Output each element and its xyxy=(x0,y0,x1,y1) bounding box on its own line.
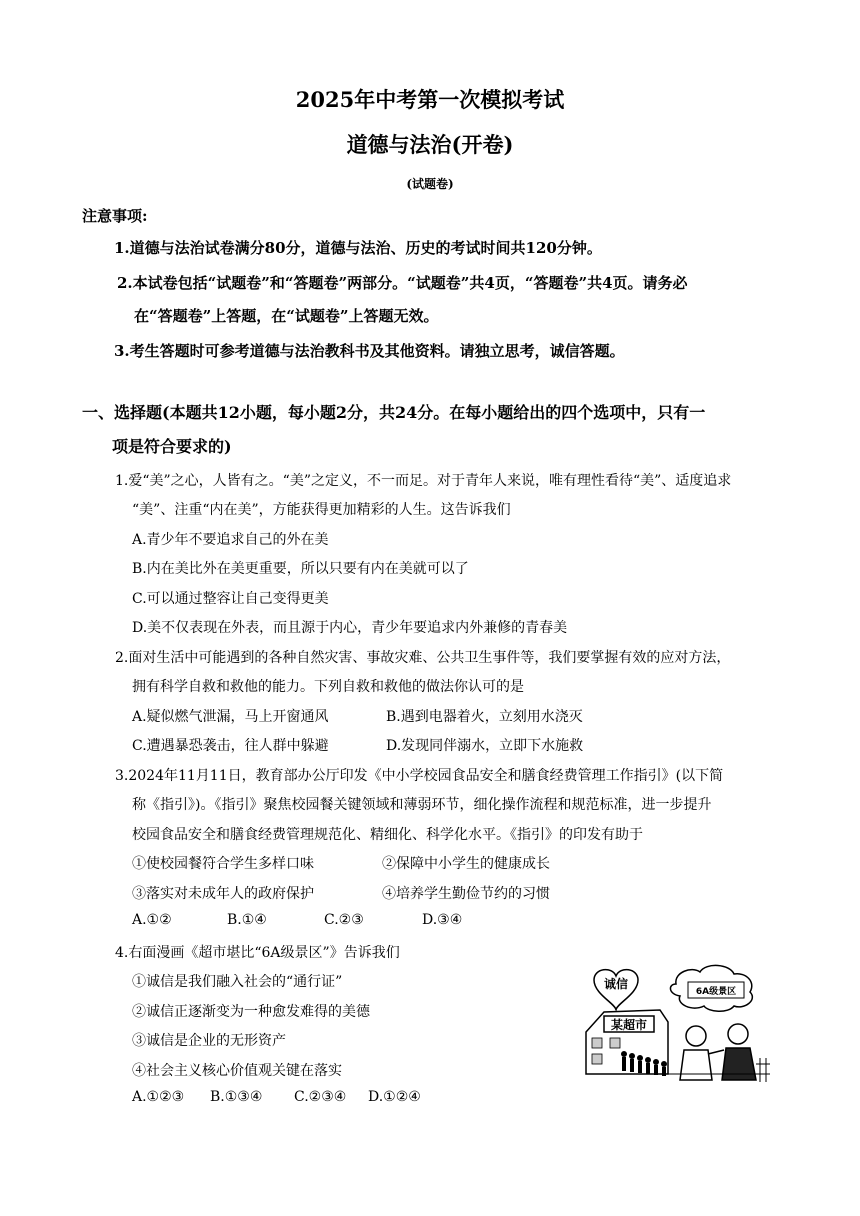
option: B.①③④ xyxy=(210,1089,263,1105)
board-label: 6A级景区 xyxy=(695,987,737,997)
option: A.青少年不要追求自己的外在美 xyxy=(132,532,329,548)
question-stem: 拥有科学自救和救他的能力。下列自救和救他的做法你认可的是 xyxy=(132,679,524,695)
question-stem: 2.面对生活中可能遇到的各种自然灾害、事故灾难、公共卫生事件等，我们要掌握有效的应对方法， xyxy=(115,650,731,666)
store-sign: 某超市 xyxy=(610,1018,648,1032)
note-item: 1.道德与法治试卷满分80分，道德与法治、历史的考试时间共120分钟。 xyxy=(114,239,602,257)
cartoon-illustration xyxy=(584,962,770,1090)
paper-type: (试题卷) xyxy=(406,177,454,191)
option: D.③④ xyxy=(422,912,463,928)
option: C.②③④ xyxy=(294,1089,347,1105)
exam-subject: 道德与法治(开卷) xyxy=(346,132,514,157)
statement: ③诚信是企业的无形资产 xyxy=(132,1033,286,1049)
statement: ①诚信是我们融入社会的“通行证” xyxy=(132,974,343,990)
note-item: 2.本试卷包括“试题卷”和“答题卷”两部分。“试题卷”共4页，“答题卷”共4页。请务必 xyxy=(117,274,688,292)
option: A.①② xyxy=(132,912,172,928)
section-heading-cont: 项是符合要求的) xyxy=(112,437,232,456)
note-item: 在“答题卷”上答题，在“试题卷”上答题无效。 xyxy=(134,307,439,325)
option: D.美不仅表现在外表，而且源于内心，青少年要追求内外兼修的青春美 xyxy=(132,620,568,636)
question-stem: “美”、注重“内在美”，方能获得更加精彩的人生。这告诉我们 xyxy=(132,502,511,518)
question-stem: 校园食品安全和膳食经费管理规范化、精细化、科学化水平。《指引》的印发有助于 xyxy=(132,827,643,843)
statement: ③落实对未成年人的政府保护 xyxy=(132,886,314,902)
option: D.发现同伴溺水，立即下水施救 xyxy=(386,738,584,754)
balloon-label: 诚信 xyxy=(603,977,629,991)
question-stem: 1.爱“美”之心，人皆有之。“美”之定义，不一而足。对于青年人来说，唯有理性看待“美”、适度追求 xyxy=(115,473,732,489)
statement: ②诚信正逐渐变为一种愈发难得的美德 xyxy=(132,1004,370,1020)
exam-title: 2025年中考第一次模拟考试 xyxy=(295,87,565,112)
option: C.②③ xyxy=(324,912,364,928)
option: A.①②③ xyxy=(132,1089,185,1105)
option: A.疑似燃气泄漏，马上开窗通风 xyxy=(132,709,329,725)
speech-cloud xyxy=(670,965,752,1011)
option: C.可以通过整容让自己变得更美 xyxy=(132,591,329,607)
option: B.内在美比外在美更重要，所以只要有内在美就可以了 xyxy=(132,561,469,577)
option: B.遇到电器着火，立刻用水浇灭 xyxy=(386,709,583,725)
statement: ①使校园餐符合学生多样口味 xyxy=(132,856,314,872)
statement: ④社会主义核心价值观关键在落实 xyxy=(132,1063,342,1079)
notes-heading: 注意事项: xyxy=(82,207,148,225)
option: C.遭遇暴恐袭击，往人群中躲避 xyxy=(132,738,329,754)
option: D.①②④ xyxy=(368,1089,421,1105)
statement: ④培养学生勤俭节约的习惯 xyxy=(382,886,550,902)
question-stem: 称《指引》)。《指引》聚焦校园餐关键领域和薄弱环节，细化操作流程和规范标准，进一步提升 xyxy=(132,797,712,813)
two-people xyxy=(680,1024,756,1080)
option: B.①④ xyxy=(227,912,267,928)
statement: ②保障中小学生的健康成长 xyxy=(382,856,550,872)
note-item: 3.考生答题时可参考道德与法治教科书及其他资料。请独立思考，诚信答题。 xyxy=(114,342,625,360)
question-stem: 4.右面漫画《超市堪比“6A级景区”》告诉我们 xyxy=(115,945,400,961)
section-heading: 一、选择题(本题共12小题，每小题2分，共24分。在每小题给出的四个选项中，只有一 xyxy=(82,403,706,422)
question-stem: 3.2024年11月11日，教育部办公厅印发《中小学校园食品安全和膳食经费管理工作指引》(以下简 xyxy=(115,768,724,784)
